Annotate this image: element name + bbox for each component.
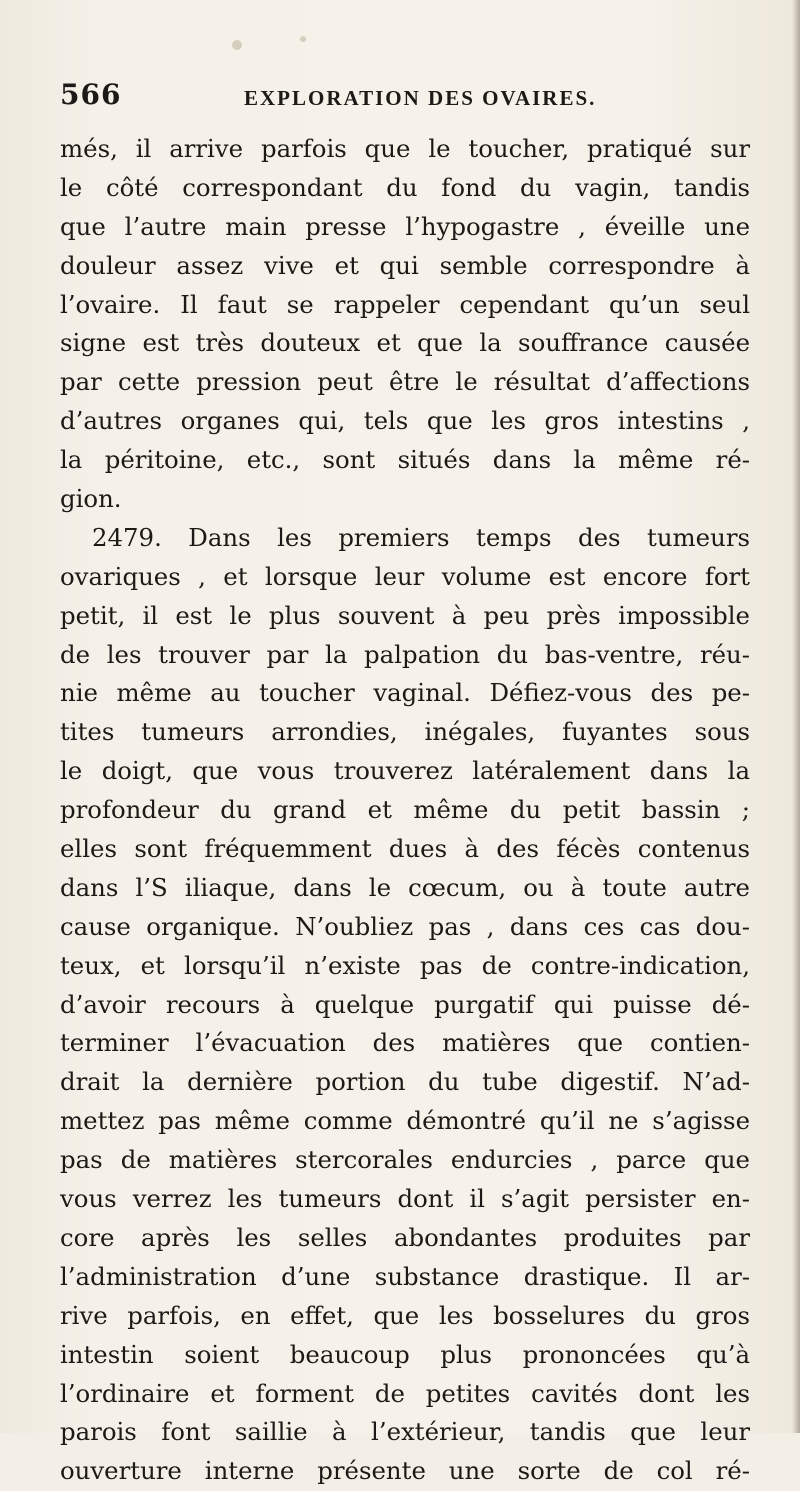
text-line: le doigt, que vous trouverez latéralement dans la: [60, 756, 750, 786]
text-line: d’avoir recours à quelque purgatif qui puisse dé-: [60, 989, 750, 1019]
ink-smudge: [232, 40, 242, 50]
text-line: rive parfois, en effet, que les bosselures du gros: [60, 1300, 750, 1330]
text-line: l’ovaire. Il faut se rappeler cependant qu’un seul: [60, 289, 750, 319]
text-line: l’administration d’une substance drastique. Il ar-: [60, 1261, 750, 1291]
text-line: ovariques , et lorsque leur volume est encore fort: [60, 561, 750, 591]
text-line: profondeur du grand et même du petit bassin ;: [60, 795, 750, 825]
paragraph-start-line: 2479. Dans les premiers temps des tumeurs: [92, 522, 750, 552]
text-line: pas de matières stercorales endurcies , parce que: [60, 1145, 750, 1175]
text-line: vous verrez les tumeurs dont il s’agit persister en-: [60, 1184, 750, 1214]
body-text: [60, 130, 750, 1491]
text-line: tites tumeurs arrondies, inégales, fuyantes sous: [60, 717, 750, 747]
text-line: core après les selles abondantes produites par: [60, 1222, 750, 1252]
ink-smudge: [300, 36, 306, 42]
text-line: l’ordinaire et forment de petites cavités dont les: [60, 1378, 750, 1408]
text-line: cause organique. N’oubliez pas , dans ces cas dou-: [60, 911, 750, 941]
text-line: mettez pas même comme démontré qu’il ne s’agisse: [60, 1106, 750, 1136]
text-line: més, il arrive parfois que le toucher, pratiqué sur: [60, 134, 750, 163]
text-line: signe est très douteux et que la souffrance causée: [60, 328, 750, 358]
text-line: elles sont fréquemment dues à des fécès contenus: [60, 834, 750, 864]
text-line: de les trouver par la palpation du bas-ventre, réu-: [60, 639, 750, 669]
running-title: EXPLORATION DES OVAIRES.: [244, 86, 597, 110]
text-line: le côté correspondant du fond du vagin, tandis: [60, 172, 750, 202]
page-number: 566: [60, 78, 122, 111]
text-line: drait la dernière portion du tube digestif. N’ad-: [60, 1067, 750, 1097]
text-line: douleur assez vive et qui semble correspondre à: [60, 250, 750, 280]
text-line: d’autres organes qui, tels que les gros intestins ,: [60, 406, 750, 436]
page-edge-shadow: [792, 0, 800, 1433]
text-line: intestin soient beaucoup plus prononcées qu’à: [60, 1339, 750, 1369]
text-line: teux, et lorsqu’il n’existe pas de contre-indication,: [60, 950, 750, 980]
text-line: petit, il est le plus souvent à peu près impossible: [60, 600, 750, 630]
page-header: [60, 78, 740, 118]
text-line: terminer l’évacuation des matières que contien-: [60, 1028, 750, 1058]
text-line: par cette pression peut être le résultat d’affections: [60, 367, 750, 397]
text-line: nie même au toucher vaginal. Défiez-vous des pe-: [60, 678, 750, 708]
text-line: ouverture interne présente une sorte de col ré-: [60, 1456, 750, 1486]
text-line: la péritoine, etc., sont situés dans la même ré-: [60, 445, 750, 475]
text-line: parois font saillie à l’extérieur, tandis que leur: [60, 1417, 750, 1447]
text-line: gion.: [60, 484, 122, 514]
text-line: que l’autre main presse l’hypogastre , éveille une: [60, 211, 750, 241]
text-line: dans l’S iliaque, dans le cœcum, ou à toute autre: [60, 872, 750, 902]
